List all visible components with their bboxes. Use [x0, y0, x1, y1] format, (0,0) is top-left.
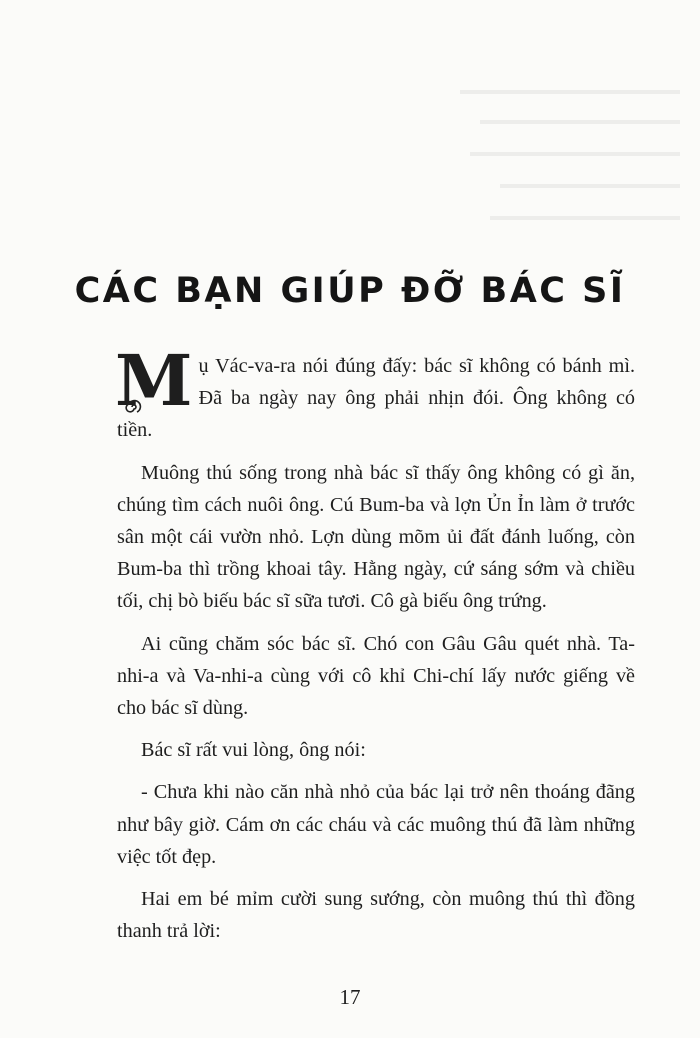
page-number: 17: [339, 985, 361, 1009]
drop-cap-letter: M: [115, 339, 193, 422]
paragraph: - Chưa khi nào căn nhà nhỏ của bác lại trở nên thoáng đãng như bây giờ. Cám ơn các cháu và các muông thú đã làm những việc tốt đẹp.: [117, 781, 635, 868]
paragraph: Hai em bé mỉm cười sung sướng, còn muông thú thì đồng thanh trả lời:: [117, 888, 635, 943]
show-through-lines: [440, 80, 700, 260]
paragraph: Ai cũng chăm sóc bác sĩ. Chó con Gâu Gâu quét nhà. Ta-nhi-a và Va-nhi-a cùng với cô khỉ Chi-chí lấy nước giếng về cho bác sĩ dùng.: [117, 632, 635, 720]
chapter-body: [115, 339, 635, 957]
paragraph: M ụ Vác-va-ra nói đúng đấy: bác sĩ không có bánh mì. Đã ba ngày nay ông phải nhịn đói. Ông không có tiền.: [115, 339, 635, 442]
paragraph: Muông thú sống trong nhà bác sĩ thấy ông không có gì ăn, chúng tìm cách nuôi ông. Cú Bum-ba và lợn Ủn Ỉn làm ở trước sân một cái vườn nhỏ. Lợn dùng mõm ủi đất đánh luống, còn Bum-ba thì trồng khoai tây. Hằng ngày, cứ sáng sớm và chiều tối, chị bò biếu bác sĩ sữa tươi. Cô gà biếu ông trứng.: [117, 461, 635, 613]
paragraph: Bác sĩ rất vui lòng, ông nói:: [141, 739, 366, 762]
chapter-title: CÁC BẠN GIÚP ĐỠ BÁC SĨ: [74, 271, 626, 312]
swirl-ornament-icon: [121, 396, 143, 418]
